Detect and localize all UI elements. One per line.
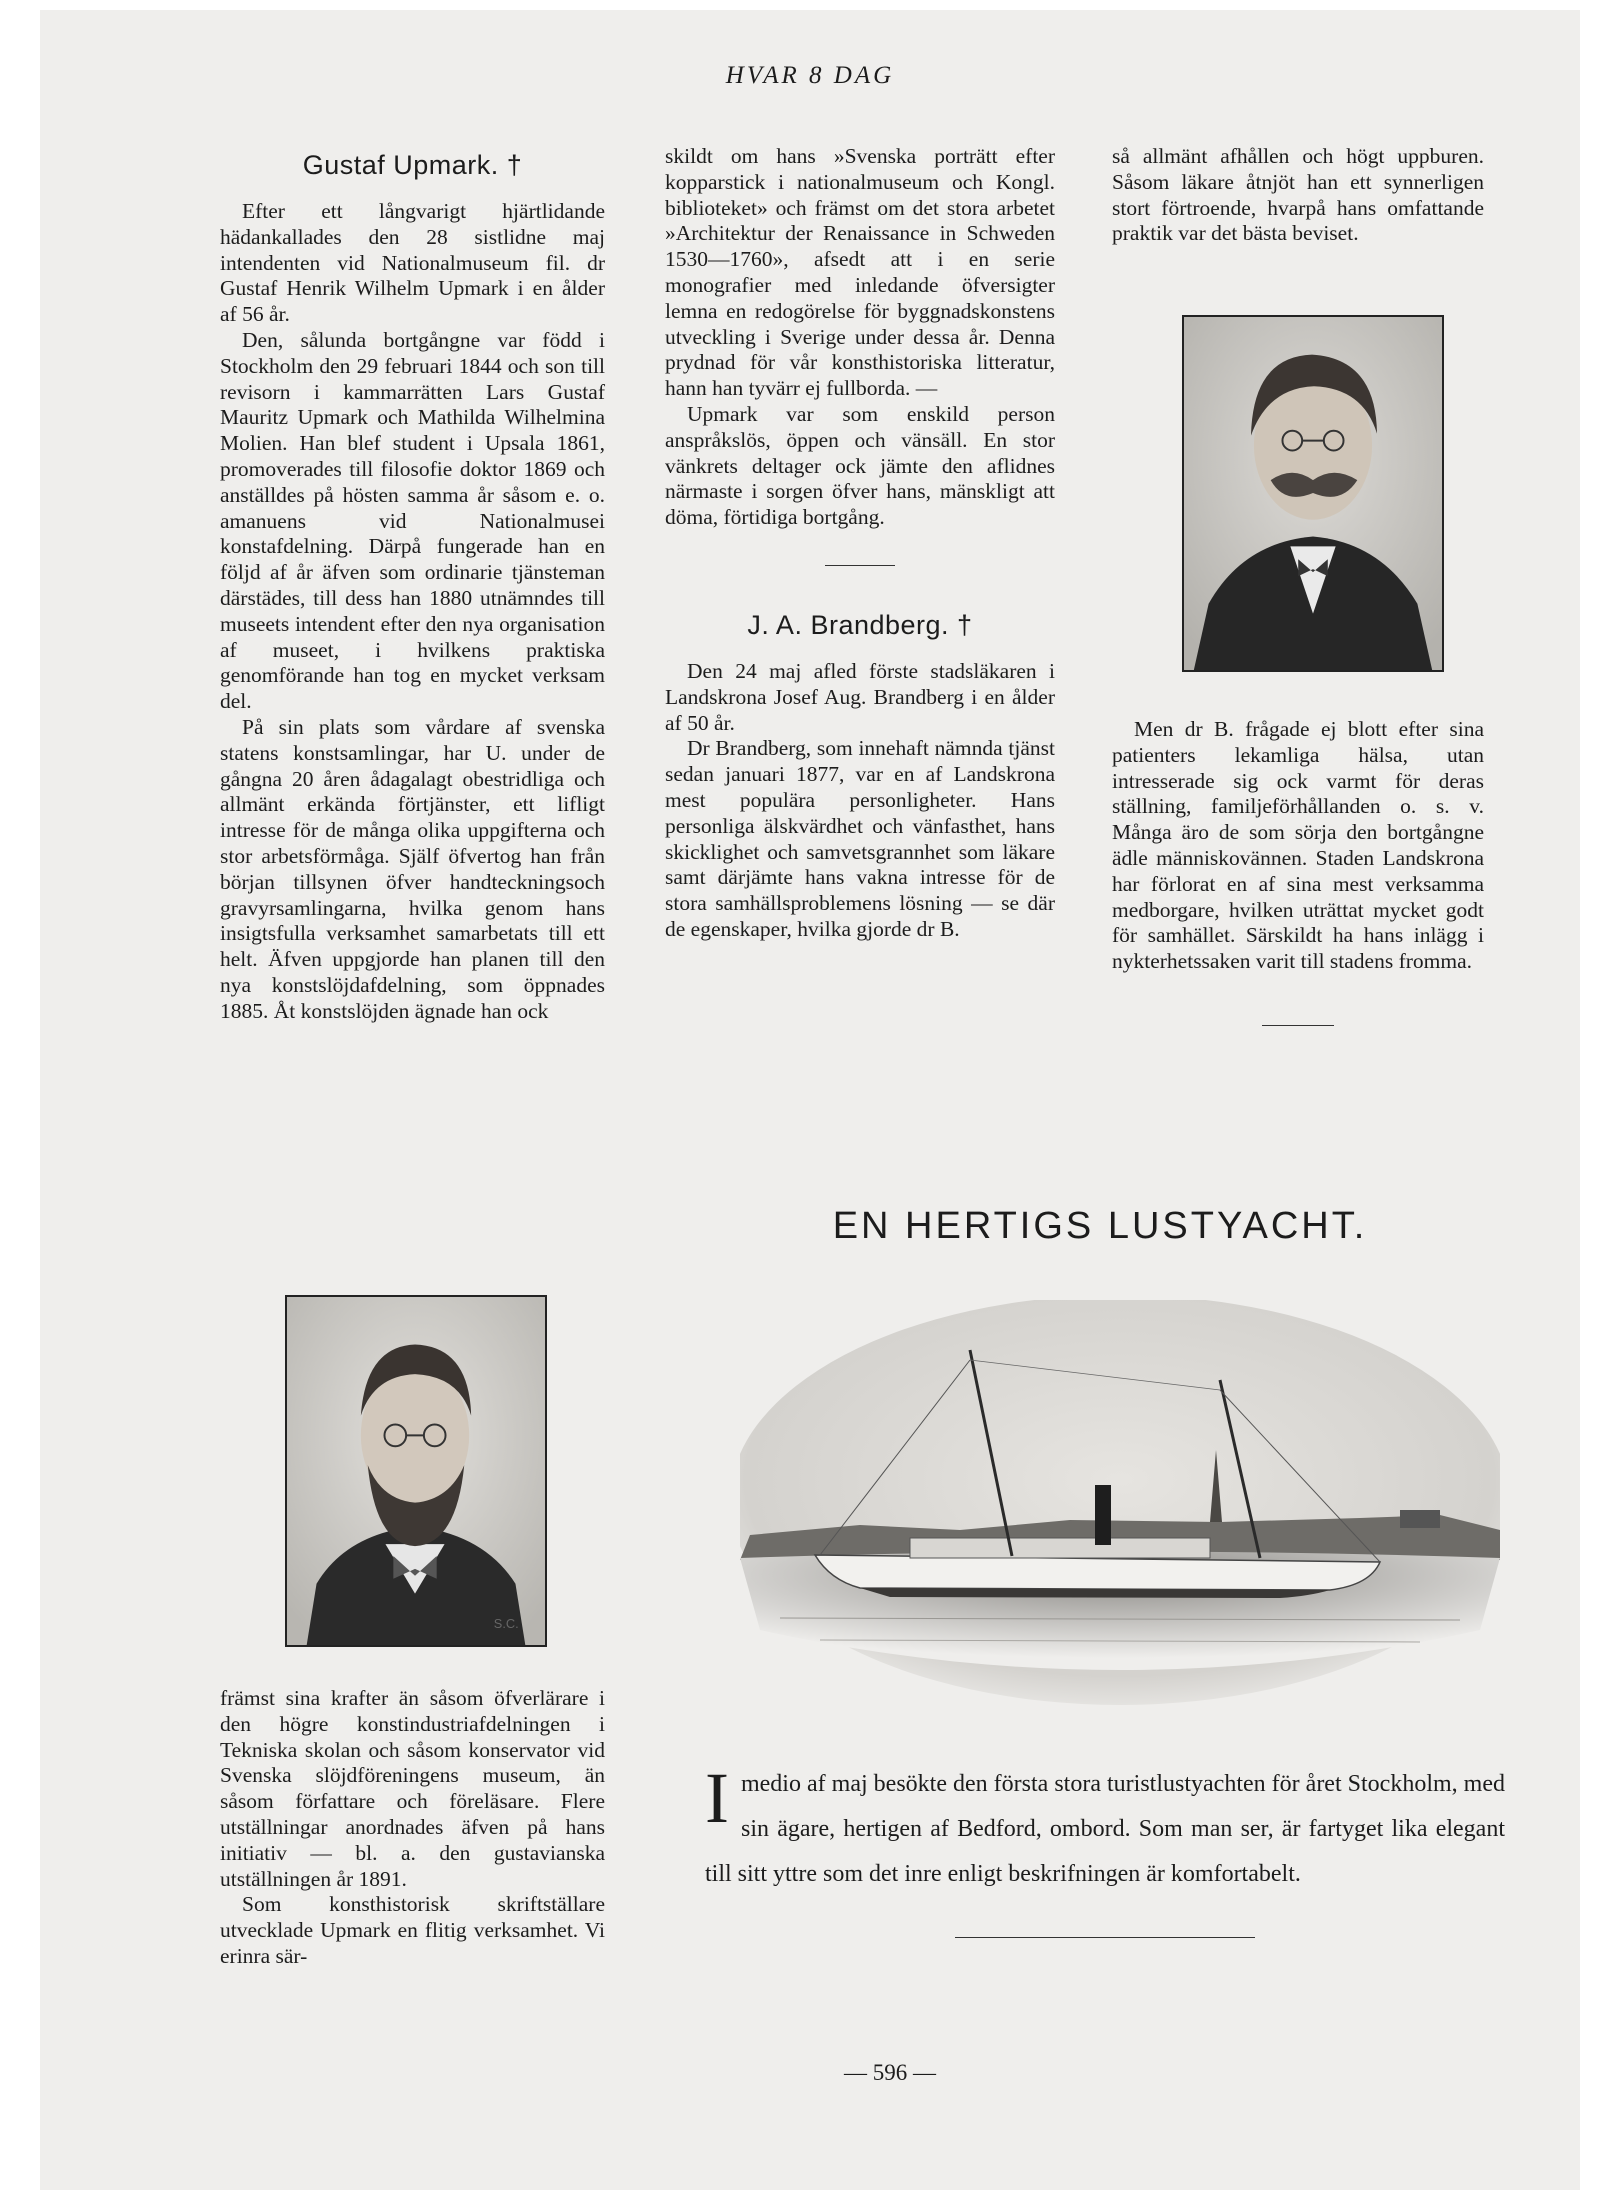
brandberg-paragraph-2: Dr Brandberg, som innehaft nämnda tjänst sedan januari 1877, var en af Landskrona mest populära personligheter. Hans personliga älskvärdhet och vänfasthet, hans skicklighet och samvetsgrannhet som läkare samt därjämte hans vakna intresse för de stora samhällsproblemens lösning — se där de egenskaper, hvilka gjorde dr B. [665, 736, 1055, 941]
upmark-portrait-image [285, 1295, 547, 1647]
yacht-article-body [705, 1758, 1505, 1938]
upmark-continuation-column [220, 1686, 605, 1970]
newspaper-page [40, 10, 1580, 2190]
upmark-paragraph-1: Efter ett långvarigt hjärtlidande hädankallades den 28 sistlidne maj intendenten vid Nationalmuseum fil. dr Gustaf Henrik Wilhelm Upmark i en ålder af 56 år. [220, 199, 605, 327]
upmark-paragraph-2: Den, sålunda bortgångne var född i Stockholm den 29 februari 1844 och son till revisorn i kammarrätten Lars Gustaf Mauritz Upmark och Mathilda Wilhelmina Molien. Han blef student i Upsala 1861, promoverades till filosofie doktor 1869 och anställdes på hösten samma år såsom e. o. amanuens vid Nationalmusei konstafdelning. Därpå fungerade han en följd af år äfven som ordinarie tjänsteman därstädes, till dess han 1880 utnämndes till museets intendent efter den nya organisation af museet, i hvilkens praktiska genomförande han tog en mycket verksam del. [220, 327, 605, 714]
brandberg-right-bottom: Men dr B. frågade ej blott efter sina patienters lekamliga hälsa, utan intresserade sig ock varmt för deras ställning, familjeförhållanden o. s. v. Många äro de som sörja den bortgångne ädle människovännen. Staden Landskrona har förlorat en af sina mest verksamma medborgare, hvilken uträttat mycket godt för samhället. Särskildt ha hans inlägg i nykterhetssaken varit till stadens fromma. [1112, 717, 1484, 974]
upmark-mid-paragraph-2: Upmark var som enskild person anspråkslös, öppen och vänsäll. En stor vänkrets deltager ock jämte den aflidnes närmaste i sorgen öfver hans, mänskligt att döma, förtidiga bortgång. [665, 401, 1055, 530]
right-column [1112, 144, 1484, 247]
upmark-mid-paragraph-1: skildt om hans »Svenska porträtt efter kopparstick i nationalmuseum och Kongl. biblioteket» och främst om det stora arbetet »Architektur der Renaissance in Schweden 1530—1760», afsedt att i en serie monografier med inledande öfversigter lemna en redogörelse för byggnadskonstens utveckling i Sverige under dessa år. Denna prydnad för vår konsthistoriska litteratur, hann han tyvärr ej fullborda. — [665, 144, 1055, 401]
upmark-title: Gustaf Upmark. † [302, 150, 523, 180]
yacht-paragraph-text: medio af maj besökte den första stora turistlustyachten för året Stockholm, med sin ägare, hertigen af Bedford, ombord. Som man ser, är fartyget lika elegant till sitt yttre som det inre enligt beskrifningen är komfortabelt. [705, 1771, 1505, 1887]
upmark-continuation-1: främst sina krafter än såsom öfverlärare i den högre konstindustriafdelningen i Tekniska skolan och såsom konservator vid Svenska slöjdföreningens museum, än såsom författare och föreläsare. Flere utställningar anordnades äfven på hans initiativ — bl. a. den gustavianska utställningen år 1891. [220, 1686, 605, 1891]
upmark-article-column [220, 150, 605, 1025]
running-header: HVAR 8 DAG [725, 62, 895, 89]
yacht-paragraph [705, 1758, 1505, 1897]
right-column-lower [1112, 717, 1484, 1026]
brandberg-paragraph-1: Den 24 maj afled förste stadsläkaren i Landskrona Josef Aug. Brandberg i en ålder af 50 år. [665, 658, 1055, 735]
brandberg-title: J. A. Brandberg. † [747, 609, 973, 640]
middle-column [665, 144, 1055, 943]
section-divider-right [1262, 1025, 1334, 1026]
dropcap-letter: I [705, 1758, 729, 1838]
brandberg-portrait-image [1182, 315, 1444, 672]
page-number: — 596 — [844, 2060, 936, 2085]
yacht-article-title: EN HERTIGS LUSTYACHT. [832, 1205, 1368, 1247]
upmark-paragraph-3: På sin plats som vårdare af svenska statens konstsamlingar, har U. under de gångna 20 åren ådagalagt obestridliga och allmänt erkända förtjänster, ett lifligt intresse för de många olika uppgifterna och stor arbetsförmåga. Själf öfvertog han från början tillsynen öfver handteckningsoch gravyrsamlingarna, hvilka genom hans insigtsfulla verksamhet samarbetats till ett helt. Äfven uppgjorde han planen till den nya konstslöjdafdelning, som öppnades 1885. Åt konstslöjden ägnade han ock [220, 714, 605, 1023]
portrait-initials: S.C. [493, 1616, 519, 1632]
upmark-continuation-2: Som konsthistorisk skriftställare utvecklade Upmark en flitig verksamhet. Vi erinra sär- [220, 1892, 605, 1968]
brandberg-right-top: så allmänt afhållen och högt uppburen. Såsom läkare åtnjöt han ett synnerligen stort förtroende, hvarpå hans omfattande praktik var det bästa beviset. [1112, 144, 1484, 246]
yacht-photo [740, 1300, 1500, 1720]
section-divider [825, 565, 895, 566]
article-end-rule [955, 1937, 1255, 1938]
